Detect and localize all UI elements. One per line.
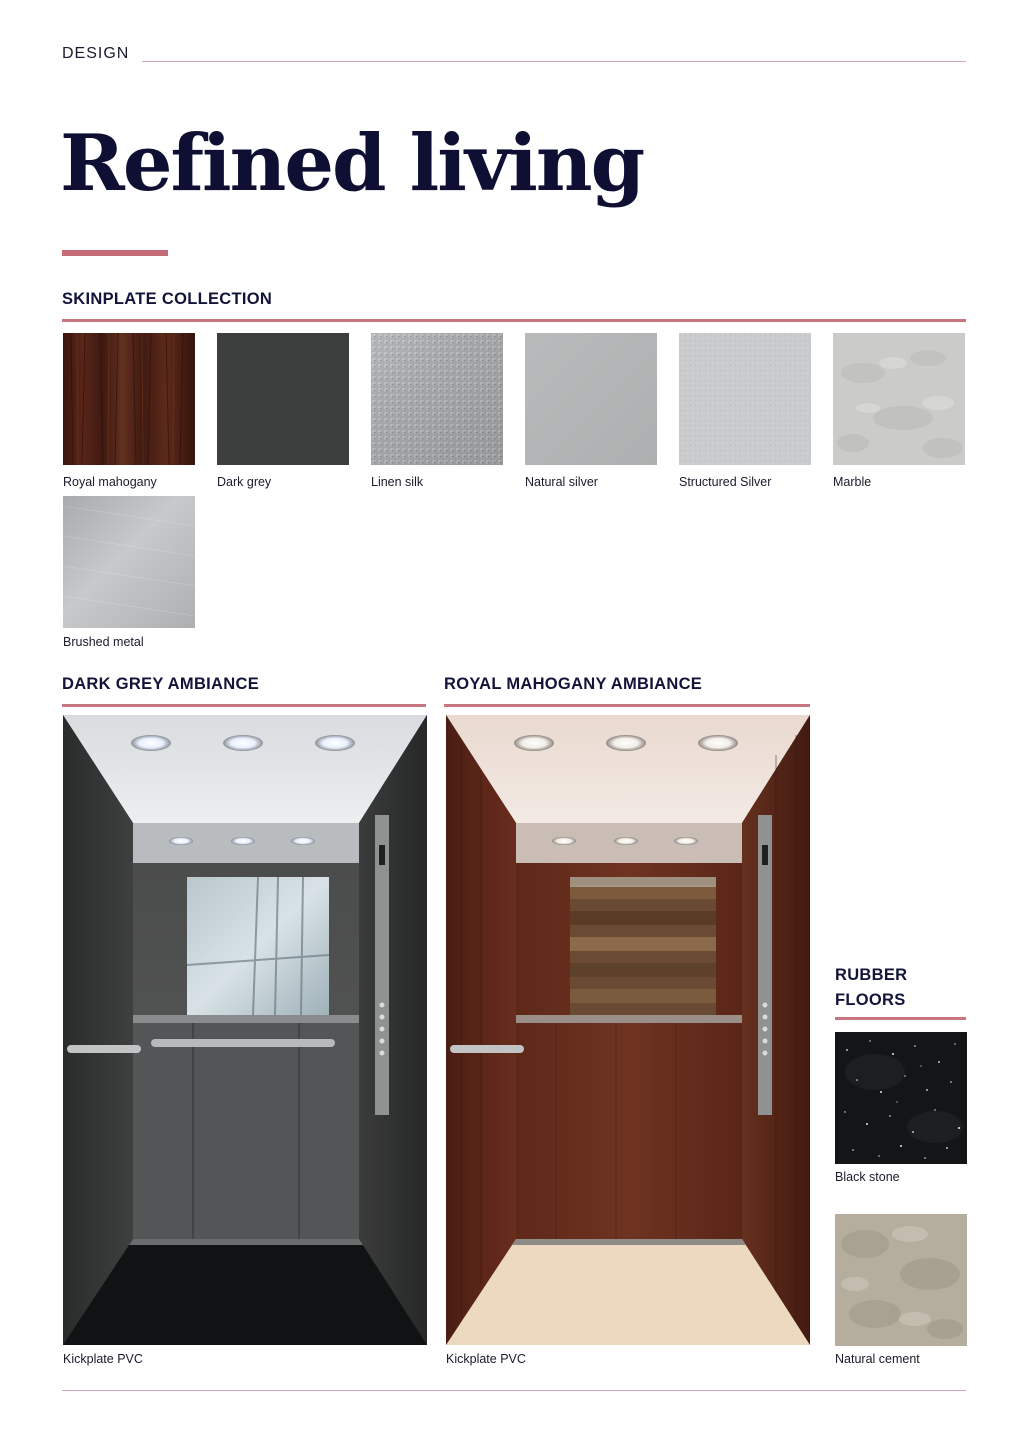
swatch-label: Natural silver [525, 475, 598, 489]
dark-grey-ambiance-heading: DARK GREY AMBIANCE [62, 675, 259, 693]
swatch-royal-mahogany [63, 333, 195, 465]
swatch-label: Royal mahogany [63, 475, 157, 489]
skinplate-rule [62, 319, 966, 322]
kickplate-caption: Kickplate PVC [63, 1352, 143, 1366]
swatch-label: Brushed metal [63, 635, 144, 649]
swatch-marble [833, 333, 965, 465]
swatch-dark-grey [217, 333, 349, 465]
swatch-black-stone [835, 1032, 967, 1164]
royal-mahogany-ambiance-rule [444, 704, 810, 707]
swatch-structured-silver [679, 333, 811, 465]
swatch-label: Structured Silver [679, 475, 772, 489]
rubber-floors-heading-line: RUBBER [835, 966, 908, 984]
swatch-natural-cement [835, 1214, 967, 1346]
page-title: Refined living [60, 118, 644, 209]
royal-mahogany-ambiance-heading: ROYAL MAHOGANY AMBIANCE [444, 675, 703, 693]
skinplate-heading: SKINPLATE COLLECTION [62, 290, 273, 308]
swatch-brushed-metal [63, 496, 195, 628]
dark-grey-ambiance-rule [62, 704, 426, 707]
floor-label: Natural cement [835, 1352, 920, 1366]
title-accent-bar [62, 250, 168, 256]
swatch-linen-silk [371, 333, 503, 465]
royal-mahogany-elevator-image [446, 715, 810, 1345]
swatch-label: Linen silk [371, 475, 424, 489]
swatch-label: Marble [833, 475, 872, 489]
section-label: DESIGN [62, 45, 130, 62]
dark-grey-elevator-image [63, 715, 427, 1345]
footer-divider [62, 1390, 966, 1391]
rubber-floors-heading [835, 963, 907, 1013]
swatch-label: Dark grey [217, 475, 272, 489]
kickplate-caption: Kickplate PVC [446, 1352, 526, 1366]
swatch-natural-silver [525, 333, 657, 465]
rubber-floors-rule [835, 1017, 966, 1020]
floor-label: Black stone [835, 1170, 900, 1184]
rubber-floors-heading-line: FLOORS [835, 991, 906, 1009]
header-divider [142, 61, 966, 62]
